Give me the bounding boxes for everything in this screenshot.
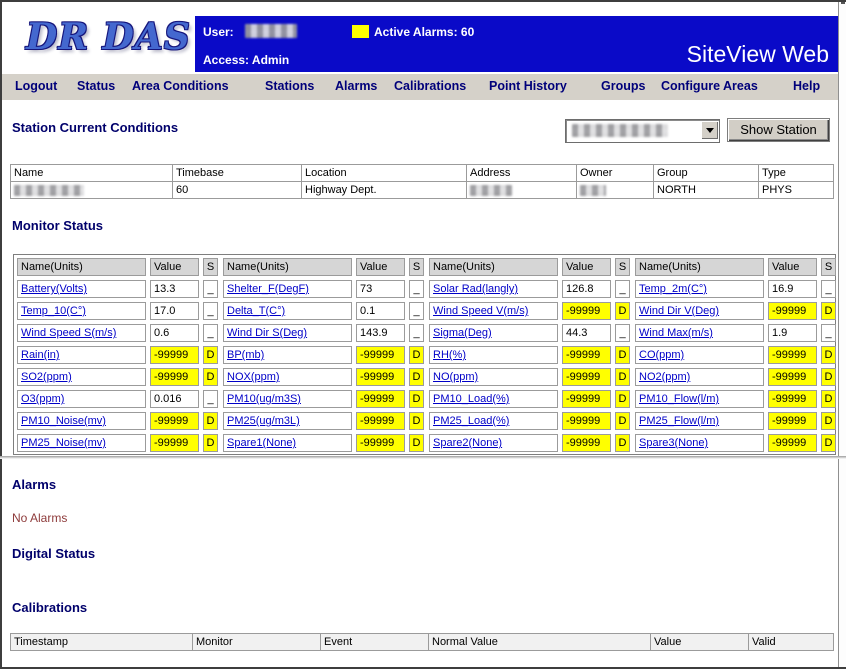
station-info-table xyxy=(10,164,834,199)
monitor-row xyxy=(17,368,832,386)
station-table-header-row xyxy=(11,165,834,182)
monitor-value-cell: -99999 xyxy=(768,412,817,430)
monitor-name-cell xyxy=(635,412,764,430)
monitor-status-cell: D xyxy=(615,346,630,364)
monitor-value-cell: 143.9 xyxy=(356,324,405,342)
monitor-name-cell xyxy=(635,346,764,364)
station-col-timebase: Timebase xyxy=(173,165,302,182)
station-col-address: Address xyxy=(467,165,577,182)
station-col-name: Name xyxy=(11,165,173,182)
monitor-entry-pm10-ug-m3s xyxy=(223,390,424,408)
monitor-row xyxy=(17,390,832,408)
monitor-name-cell xyxy=(635,280,764,298)
monitor-name-cell xyxy=(223,434,352,452)
monitor-name-cell xyxy=(429,434,558,452)
nav-bar xyxy=(2,74,838,100)
monitor-value-cell: -99999 xyxy=(768,346,817,364)
monitor-link-pm10-flow-l-m[interactable]: PM10_Flow(l/m) xyxy=(639,393,720,405)
monitor-link-pm10-noise-mv[interactable]: PM10_Noise(mv) xyxy=(21,415,106,427)
monitor-status-cell: D xyxy=(203,368,218,386)
monitor-status-cell: D xyxy=(409,434,424,452)
monitor-status-cell: _ xyxy=(203,324,218,342)
monitor-status-cell: D xyxy=(821,302,836,320)
calib-col-timestamp: Timestamp xyxy=(11,634,193,651)
monitor-status-cell: D xyxy=(203,412,218,430)
monitor-col-name-units: Name(Units) xyxy=(429,258,558,276)
monitor-status-cell: _ xyxy=(409,302,424,320)
monitor-link-no2-ppm[interactable]: NO2(ppm) xyxy=(639,371,691,383)
monitor-link-wind-speed-v-m-s[interactable]: Wind Speed V(m/s) xyxy=(433,305,529,317)
monitor-entry-temp-10-c xyxy=(17,302,218,320)
monitor-header-group xyxy=(635,258,836,276)
station-col-group: Group xyxy=(654,165,759,182)
monitor-entry-shelter-f-degf xyxy=(223,280,424,298)
monitor-status-cell: _ xyxy=(203,302,218,320)
monitor-status-cell: D xyxy=(409,346,424,364)
monitor-col-value: Value xyxy=(562,258,611,276)
monitor-status-cell: D xyxy=(821,346,836,364)
monitor-status-cell: _ xyxy=(821,280,836,298)
calibrations-title: Calibrations xyxy=(12,600,88,615)
monitor-col-name-units: Name(Units) xyxy=(635,258,764,276)
monitor-entry-wind-max-m-s xyxy=(635,324,836,342)
dr-das-logo: DR DAS xyxy=(26,16,191,58)
nav-item-area-conditions[interactable]: Area Conditions xyxy=(132,79,229,93)
nav-item-alarms[interactable]: Alarms xyxy=(335,79,378,93)
monitor-link-so2-ppm[interactable]: SO2(ppm) xyxy=(21,371,72,383)
monitor-name-cell xyxy=(17,390,146,408)
monitor-value-cell: 0.016 xyxy=(150,390,199,408)
monitor-entry-pm25-flow-l-m xyxy=(635,412,836,430)
monitor-value-cell: 0.1 xyxy=(356,302,405,320)
monitor-value-cell: -99999 xyxy=(768,368,817,386)
monitor-name-cell xyxy=(429,412,558,430)
scrollbar-gutter[interactable] xyxy=(839,2,846,667)
monitor-value-cell: -99999 xyxy=(562,302,611,320)
monitor-value-cell: 126.8 xyxy=(562,280,611,298)
redacted-value xyxy=(470,185,512,196)
monitor-value-cell: -99999 xyxy=(356,346,405,364)
monitor-link-pm25-noise-mv[interactable]: PM25_Noise(mv) xyxy=(21,437,106,449)
monitor-col-value: Value xyxy=(768,258,817,276)
nav-item-status[interactable]: Status xyxy=(77,79,116,93)
monitor-link-wind-max-m-s[interactable]: Wind Max(m/s) xyxy=(639,327,713,339)
monitor-value-cell: -99999 xyxy=(356,412,405,430)
monitor-row xyxy=(17,258,832,276)
monitor-col-s: S xyxy=(615,258,630,276)
monitor-status-cell: _ xyxy=(615,280,630,298)
monitor-status-title: Monitor Status xyxy=(12,218,103,233)
monitor-link-co-ppm[interactable]: CO(ppm) xyxy=(639,349,685,361)
active-alarms-count: Active Alarms: 60 xyxy=(374,25,475,39)
monitor-status-cell: D xyxy=(615,434,630,452)
monitor-name-cell xyxy=(223,302,352,320)
monitor-entry-pm10-flow-l-m xyxy=(635,390,836,408)
monitor-value-cell: -99999 xyxy=(768,302,817,320)
monitor-name-cell xyxy=(17,302,146,320)
monitor-value-cell: 13.3 xyxy=(150,280,199,298)
no-alarms-message: No Alarms xyxy=(12,511,68,525)
monitor-entry-rain-in xyxy=(17,346,218,364)
product-title: SiteView Web xyxy=(686,41,829,67)
calib-col-valid: Valid xyxy=(749,634,834,651)
monitor-name-cell xyxy=(429,368,558,386)
station-conditions-title: Station Current Conditions xyxy=(12,120,179,135)
monitor-name-cell xyxy=(17,346,146,364)
monitor-name-cell xyxy=(635,434,764,452)
monitor-status-cell: D xyxy=(409,390,424,408)
monitor-row xyxy=(17,346,832,364)
monitor-name-cell xyxy=(429,302,558,320)
monitor-status-cell: D xyxy=(203,346,218,364)
monitor-value-cell: 17.0 xyxy=(150,302,199,320)
monitor-name-cell xyxy=(223,412,352,430)
monitor-row xyxy=(17,324,832,342)
monitor-name-cell xyxy=(17,434,146,452)
monitor-status-cell: D xyxy=(615,302,630,320)
monitor-col-s: S xyxy=(409,258,424,276)
monitor-value-cell: -99999 xyxy=(356,368,405,386)
monitor-value-cell: -99999 xyxy=(150,434,199,452)
nav-item-calibrations[interactable]: Calibrations xyxy=(394,79,467,93)
monitor-name-cell xyxy=(635,302,764,320)
station-cell-owner xyxy=(577,182,654,199)
monitor-value-cell: -99999 xyxy=(768,390,817,408)
monitor-entry-spare2-none xyxy=(429,434,630,452)
monitor-status-cell: D xyxy=(615,390,630,408)
monitor-name-cell xyxy=(17,368,146,386)
monitor-entry-wind-speed-v-m-s xyxy=(429,302,630,320)
monitor-entry-temp-2m-c xyxy=(635,280,836,298)
monitor-row xyxy=(17,412,832,430)
monitor-status-cell: D xyxy=(409,368,424,386)
monitor-header-group xyxy=(17,258,218,276)
monitor-name-cell xyxy=(17,280,146,298)
monitor-value-cell: -99999 xyxy=(356,390,405,408)
station-cell-timebase: 60 xyxy=(173,182,302,199)
monitor-col-s: S xyxy=(821,258,836,276)
monitor-value-cell: 1.9 xyxy=(768,324,817,342)
monitor-value-cell: -99999 xyxy=(562,434,611,452)
station-cell-group: NORTH xyxy=(654,182,759,199)
monitor-entry-co-ppm xyxy=(635,346,836,364)
monitor-entry-spare1-none xyxy=(223,434,424,452)
monitor-entry-sigma-deg xyxy=(429,324,630,342)
monitor-status-cell: D xyxy=(821,412,836,430)
nav-item-logout[interactable]: Logout xyxy=(15,79,58,93)
monitor-entry-wind-speed-s-m-s xyxy=(17,324,218,342)
chevron-down-icon xyxy=(706,128,714,133)
calib-col-event: Event xyxy=(321,634,429,651)
monitor-entry-nox-ppm xyxy=(223,368,424,386)
monitor-col-s: S xyxy=(203,258,218,276)
monitor-link-rain-in[interactable]: Rain(in) xyxy=(21,349,60,361)
monitor-col-value: Value xyxy=(150,258,199,276)
dropdown-button[interactable] xyxy=(701,121,718,139)
monitor-status-cell: _ xyxy=(203,390,218,408)
monitor-name-cell xyxy=(429,390,558,408)
monitor-row xyxy=(17,434,832,452)
digital-status-title: Digital Status xyxy=(12,546,96,561)
nav-item-help[interactable]: Help xyxy=(793,79,821,93)
monitor-status-cell: D xyxy=(615,412,630,430)
monitor-link-pm25-flow-l-m[interactable]: PM25_Flow(l/m) xyxy=(639,415,720,427)
monitor-entry-o3-ppm xyxy=(17,390,218,408)
monitor-name-cell xyxy=(429,324,558,342)
station-col-location: Location xyxy=(302,165,467,182)
show-station-button[interactable]: Show Station xyxy=(727,118,830,142)
monitor-link-spare2-none[interactable]: Spare2(None) xyxy=(433,437,503,449)
monitor-entry-no2-ppm xyxy=(635,368,836,386)
monitor-link-spare1-none[interactable]: Spare1(None) xyxy=(227,437,297,449)
monitor-entry-spare3-none xyxy=(635,434,836,452)
monitor-entry-wind-dir-s-deg xyxy=(223,324,424,342)
monitor-entry-pm25-ug-m3l xyxy=(223,412,424,430)
monitor-row xyxy=(17,280,832,298)
header-bar xyxy=(195,16,838,72)
monitor-link-wind-dir-s-deg[interactable]: Wind Dir S(Deg) xyxy=(227,327,308,339)
monitor-name-cell xyxy=(223,280,352,298)
monitor-name-cell xyxy=(223,368,352,386)
monitor-value-cell: 0.6 xyxy=(150,324,199,342)
scrollbar-mark xyxy=(841,2,845,4)
monitor-entry-battery-volts xyxy=(17,280,218,298)
calibrations-header-row xyxy=(11,634,834,651)
monitor-name-cell xyxy=(223,324,352,342)
station-cell-location: Highway Dept. xyxy=(302,182,467,199)
alarms-title: Alarms xyxy=(12,477,57,492)
monitor-value-cell: -99999 xyxy=(562,346,611,364)
station-table-row xyxy=(11,182,834,199)
monitor-status-cell: _ xyxy=(203,280,218,298)
monitor-status-cell: D xyxy=(821,390,836,408)
monitor-link-pm25-load[interactable]: PM25_Load(%) xyxy=(433,415,510,427)
monitor-link-rh[interactable]: RH(%) xyxy=(433,349,466,361)
monitor-entry-so2-ppm xyxy=(17,368,218,386)
monitor-status-table xyxy=(13,254,836,455)
frame-top xyxy=(0,0,846,2)
monitor-status-cell: _ xyxy=(409,324,424,342)
station-cell-type: PHYS xyxy=(759,182,834,199)
monitor-link-o3-ppm[interactable]: O3(ppm) xyxy=(21,393,65,405)
station-col-type: Type xyxy=(759,165,834,182)
monitor-link-spare3-none[interactable]: Spare3(None) xyxy=(639,437,709,449)
monitor-value-cell: 73 xyxy=(356,280,405,298)
monitor-link-delta-t-c[interactable]: Delta_T(C°) xyxy=(227,305,286,317)
monitor-entry-bp-mb xyxy=(223,346,424,364)
monitor-value-cell: -99999 xyxy=(562,412,611,430)
redacted-value xyxy=(580,185,606,196)
monitor-value-cell: -99999 xyxy=(150,346,199,364)
monitor-col-name-units: Name(Units) xyxy=(17,258,146,276)
monitor-entry-solar-rad-langly xyxy=(429,280,630,298)
calibrations-table xyxy=(10,633,834,651)
calib-col-monitor: Monitor xyxy=(193,634,321,651)
monitor-col-value: Value xyxy=(356,258,405,276)
monitor-value-cell: 16.9 xyxy=(768,280,817,298)
nav-item-stations[interactable]: Stations xyxy=(265,79,315,93)
monitor-link-battery-volts[interactable]: Battery(Volts) xyxy=(21,283,88,295)
monitor-entry-wind-dir-v-deg xyxy=(635,302,836,320)
monitor-value-cell: -99999 xyxy=(150,412,199,430)
monitor-entry-no-ppm xyxy=(429,368,630,386)
monitor-name-cell xyxy=(17,412,146,430)
monitor-entry-rh xyxy=(429,346,630,364)
nav-item-configure-areas[interactable]: Configure Areas xyxy=(661,79,758,93)
monitor-value-cell: -99999 xyxy=(562,368,611,386)
alarm-color-swatch xyxy=(352,25,369,38)
monitor-col-name-units: Name(Units) xyxy=(223,258,352,276)
monitor-link-sigma-deg[interactable]: Sigma(Deg) xyxy=(433,327,492,339)
monitor-link-wind-speed-s-m-s[interactable]: Wind Speed S(m/s) xyxy=(21,327,117,339)
redacted-value xyxy=(14,185,84,196)
monitor-entry-pm25-noise-mv xyxy=(17,434,218,452)
monitor-link-shelter-f-degf[interactable]: Shelter_F(DegF) xyxy=(227,283,309,295)
monitor-name-cell xyxy=(635,324,764,342)
monitor-entry-pm10-load xyxy=(429,390,630,408)
station-col-owner: Owner xyxy=(577,165,654,182)
monitor-link-pm10-load[interactable]: PM10_Load(%) xyxy=(433,393,510,405)
monitor-link-no-ppm[interactable]: NO(ppm) xyxy=(433,371,479,383)
monitor-name-cell xyxy=(635,390,764,408)
calib-col-value: Value xyxy=(651,634,749,651)
monitor-link-nox-ppm[interactable]: NOX(ppm) xyxy=(227,371,280,383)
station-cell-address xyxy=(467,182,577,199)
monitor-link-solar-rad-langly[interactable]: Solar Rad(langly) xyxy=(433,283,518,295)
monitor-link-temp-2m-c[interactable]: Temp_2m(C°) xyxy=(639,283,707,295)
monitor-value-cell: 44.3 xyxy=(562,324,611,342)
monitor-value-cell: -99999 xyxy=(768,434,817,452)
section-divider xyxy=(0,456,846,459)
monitor-link-temp-10-c[interactable]: Temp_10(C°) xyxy=(21,305,86,317)
monitor-entry-delta-t-c xyxy=(223,302,424,320)
monitor-link-wind-dir-v-deg[interactable]: Wind Dir V(Deg) xyxy=(639,305,720,317)
monitor-value-cell: -99999 xyxy=(562,390,611,408)
redacted-station-option xyxy=(572,124,668,137)
monitor-status-cell: D xyxy=(821,368,836,386)
redacted-username xyxy=(245,24,297,38)
monitor-link-pm25-ug-m3l[interactable]: PM25(ug/m3L) xyxy=(227,415,300,427)
monitor-name-cell xyxy=(223,346,352,364)
user-label: User: xyxy=(203,25,234,39)
monitor-status-cell: _ xyxy=(409,280,424,298)
monitor-status-cell: _ xyxy=(821,324,836,342)
monitor-status-cell: D xyxy=(203,434,218,452)
monitor-name-cell xyxy=(429,280,558,298)
monitor-value-cell: -99999 xyxy=(150,368,199,386)
monitor-link-bp-mb[interactable]: BP(mb) xyxy=(227,349,265,361)
monitor-header-group xyxy=(223,258,424,276)
monitor-entry-pm25-load xyxy=(429,412,630,430)
station-select[interactable] xyxy=(565,119,720,143)
monitor-link-pm10-ug-m3s[interactable]: PM10(ug/m3S) xyxy=(227,393,301,405)
nav-item-groups[interactable]: Groups xyxy=(601,79,646,93)
monitor-status-cell: D xyxy=(409,412,424,430)
frame-left xyxy=(0,0,2,669)
monitor-name-cell xyxy=(429,346,558,364)
nav-item-point-history[interactable]: Point History xyxy=(489,79,567,93)
monitor-value-cell: -99999 xyxy=(356,434,405,452)
monitor-name-cell xyxy=(223,390,352,408)
monitor-status-cell: D xyxy=(615,368,630,386)
monitor-status-cell: D xyxy=(821,434,836,452)
monitor-entry-pm10-noise-mv xyxy=(17,412,218,430)
station-cell-name xyxy=(11,182,173,199)
calib-col-normal-value: Normal Value xyxy=(429,634,651,651)
monitor-status-cell: _ xyxy=(615,324,630,342)
monitor-name-cell xyxy=(635,368,764,386)
monitor-name-cell xyxy=(17,324,146,342)
access-level-label: Access: Admin xyxy=(203,53,290,67)
monitor-header-group xyxy=(429,258,630,276)
monitor-row xyxy=(17,302,832,320)
